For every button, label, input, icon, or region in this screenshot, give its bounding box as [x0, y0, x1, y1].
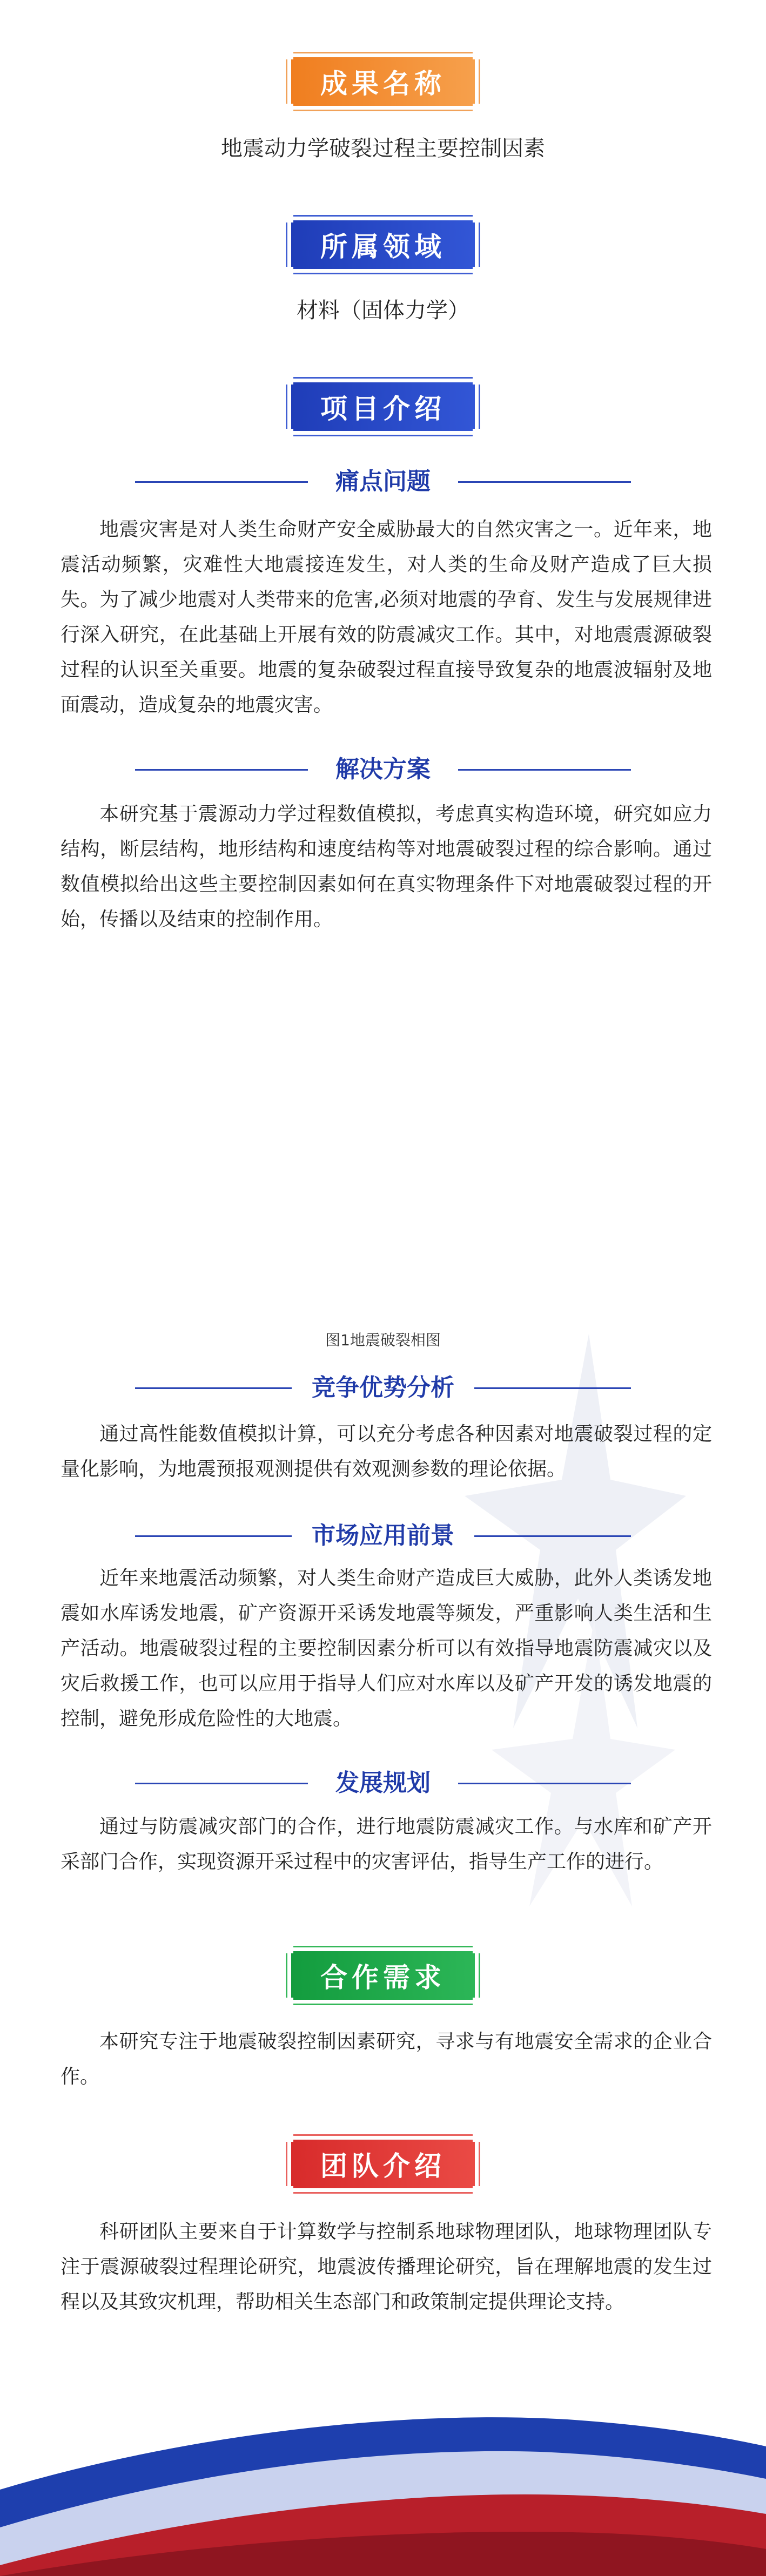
- field-badge-label: 所属领域: [291, 220, 475, 269]
- team-text: 科研团队主要来自于计算数学与控制系地球物理团队，地球物理团队专注于震源破裂过程理论研究，地震波传播理论研究，旨在理解地震的发生过程以及其致灾机理，帮助相关生态部门和政策制定提供理论支持。: [61, 2221, 712, 2313]
- team-badge: [286, 2134, 480, 2194]
- badge-corner-notch: [473, 2186, 480, 2194]
- badge-corner-notch: [286, 429, 293, 436]
- market-text: 近年来地震活动频繁，对人类生命财产造成巨大威胁，此外人类诱发地震如水库诱发地震，矿产资源开采诱发地震等频发，严重影响人类生活和生产活动。地震破裂过程的主要控制因素分析可以有效指导地震防震减灾以及灾后救援工作，也可以应用于指导人们应对水库以及矿产开发的诱发地震的控制，避免形成危险性的大地震。: [61, 1567, 712, 1730]
- intro-badge-label: 项目介绍: [291, 382, 475, 431]
- badge-corner-notch: [286, 1998, 293, 2005]
- advantage-title: 竞争优势分析: [312, 1374, 454, 1401]
- badge-corner-notch: [473, 215, 480, 222]
- achievement-name-badge-label: 成果名称: [291, 57, 475, 106]
- plan-title: 发展规划: [335, 1769, 431, 1797]
- badge-corner-notch: [473, 377, 480, 385]
- pain-heading: [135, 466, 631, 498]
- field-badge: [286, 215, 480, 274]
- phase-diagram-chart: [173, 934, 562, 1312]
- badge-corner-notch: [286, 267, 293, 274]
- intro-badge: [286, 377, 480, 436]
- solution-text: 本研究基于震源动力学过程数值模拟，考虑真实构造环境，研究如应力结构，断层结构，地形结构和速度结构等对地震破裂过程的综合影响。通过数值模拟给出这些主要控制因素如何在真实物理条件下对地震破裂过程的开始，传播以及结束的控制作用。: [61, 803, 712, 930]
- cooperation-badge: [286, 1946, 480, 2005]
- badge-corner-notch: [473, 2134, 480, 2142]
- badge-corner-notch: [286, 1946, 293, 1953]
- field-value: 材料（固体力学）: [297, 298, 469, 323]
- solution-heading: [135, 753, 631, 786]
- plan-heading: [135, 1767, 631, 1799]
- badge-corner-notch: [286, 104, 293, 111]
- badge-corner-notch: [286, 377, 293, 385]
- cooperation-text: 本研究专注于地震破裂控制因素研究，寻求与有地震安全需求的企业合作。: [61, 2031, 712, 2088]
- badge-corner-notch: [473, 1946, 480, 1953]
- cooperation-badge-label: 合作需求: [291, 1951, 475, 2000]
- badge-corner-notch: [473, 429, 480, 436]
- pain-title: 痛点问题: [335, 468, 431, 495]
- advantage-heading: [135, 1372, 631, 1404]
- market-title: 市场应用前景: [312, 1522, 454, 1549]
- badge-corner-notch: [286, 2134, 293, 2142]
- badge-corner-notch: [286, 2186, 293, 2194]
- achievement-name: 地震动力学破裂过程主要控制因素: [221, 136, 545, 161]
- badge-corner-notch: [286, 215, 293, 222]
- figure-caption: 图1地震破裂相图: [325, 1331, 441, 1349]
- badge-corner-notch: [473, 1998, 480, 2005]
- advantage-text: 通过高性能数值模拟计算，可以充分考虑各种因素对地震破裂过程的定量化影响，为地震预报观测提供有效观测参数的理论依据。: [61, 1423, 712, 1480]
- badge-corner-notch: [286, 52, 293, 59]
- achievement-name-badge: [286, 52, 480, 111]
- solution-title: 解决方案: [335, 756, 431, 783]
- team-badge-label: 团队介绍: [291, 2140, 475, 2188]
- market-heading: [135, 1520, 631, 1552]
- pain-text: 地震灾害是对人类生命财产安全威胁最大的自然灾害之一。近年来，地震活动频繁，灾难性大地震接连发生，对人类的生命及财产造成了巨大损失。为了减少地震对人类带来的危害,必须对地震的孕育、发生与发展规律进行深入研究，在此基础上开展有效的防震减灾工作。其中，对地震震源破裂过程的认识至关重要。地震的复杂破裂过程直接导致复杂的地震波辐射及地面震动，造成复杂的地震灾害。: [61, 518, 712, 716]
- badge-corner-notch: [473, 52, 480, 59]
- footer-wave-decoration: [0, 2365, 766, 2576]
- badge-corner-notch: [473, 104, 480, 111]
- plan-text: 通过与防震减灾部门的合作，进行地震防震减灾工作。与水库和矿产开采部门合作，实现资源开采过程中的灾害评估，指导生产工作的进行。: [61, 1816, 712, 1873]
- badge-corner-notch: [473, 267, 480, 274]
